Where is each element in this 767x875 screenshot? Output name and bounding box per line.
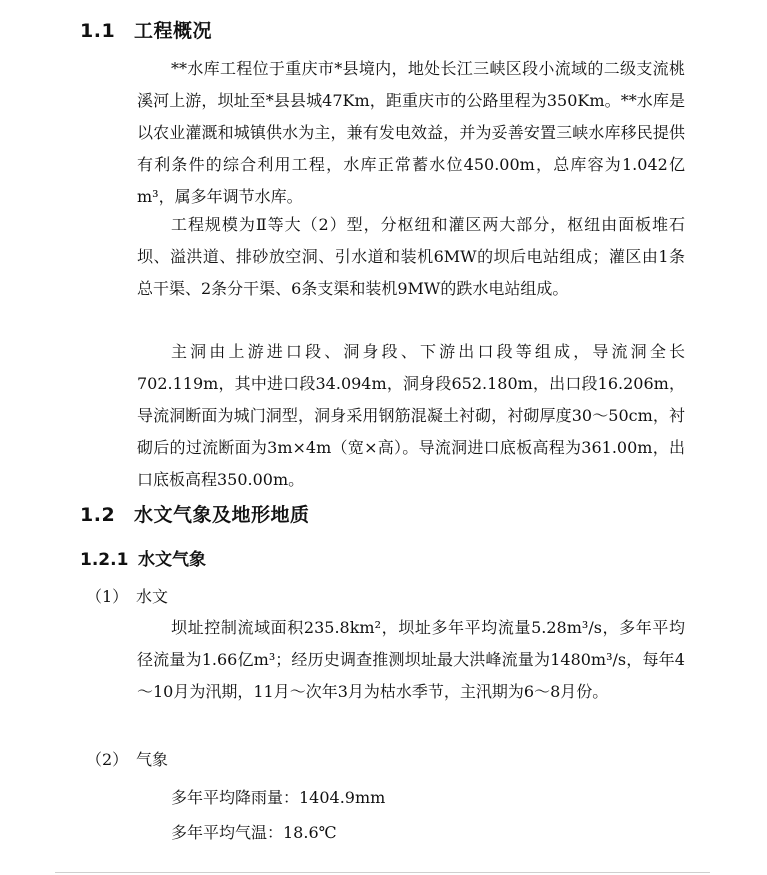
section-heading-1-2 [80, 500, 310, 527]
subsection-title: 水文气象 [138, 550, 206, 570]
paragraph-project-scale: 工程规模为Ⅱ等大（2）型，分枢纽和灌区两大部分，枢纽由面板堆石坝、溢洪道、排砂放空洞、引水道和装机6MW的坝后电站组成；灌区由1条总干渠、2条分干渠、6条支渠和装机9MW的跌水电站组成。 [137, 215, 685, 298]
item-number: （2） [86, 750, 129, 769]
section-number: 1.2 [80, 504, 116, 526]
annual-temperature-line: 多年平均气温：18.6℃ [171, 823, 337, 842]
section-number: 1.1 [80, 20, 116, 42]
item-title: 气象 [136, 750, 169, 769]
subsection-heading-1-2-1 [80, 545, 206, 570]
paragraph-diversion-tunnel: 主洞由上游进口段、洞身段、下游出口段等组成，导流洞全长702.119m，其中进口段34.094m，洞身段652.180m，出口段16.206m，导流洞断面为城门洞型，洞身采用钢筋混凝土衬砌，衬砌厚度30～50cm，衬砌后的过流断面为3m×4m（宽×高）。导流洞进口底板高程为361.00m，出口底板高程350.00m。 [137, 342, 685, 489]
section-heading-1-1 [80, 16, 212, 43]
item-heading-hydrology [86, 584, 168, 607]
annual-rainfall-line: 多年平均降雨量：1404.9mm [171, 788, 386, 807]
section-title: 工程概况 [134, 20, 213, 42]
paragraph-hydrology: 坝址控制流域面积235.8km²，坝址多年平均流量5.28m³/s，多年平均径流量为1.66亿m³；经历史调查推测坝址最大洪峰流量为1480m³/s，每年4～10月为汛期，11月～次年3月为枯水季节，主汛期为6～8月份。 [137, 618, 685, 701]
item-number: （1） [86, 587, 129, 606]
subsection-number: 1.2.1 [80, 550, 129, 570]
item-title: 水文 [136, 587, 169, 606]
paragraph-project-location: **水库工程位于重庆市*县境内，地处长江三峡区段小流域的二级支流桃溪河上游，坝址至*县县城47Km，距重庆市的公路里程为350Km。**水库是以农业灌溉和城镇供水为主，兼有发电效益，并为妥善安置三峡水库移民提供有利条件的综合利用工程，水库正常蓄水位450.00m，总库容为1.042亿m³，属多年调节水库。 [137, 59, 685, 206]
item-heading-meteorology [86, 747, 168, 770]
section-title: 水文气象及地形地质 [134, 504, 310, 526]
page-bottom-rule [55, 872, 710, 873]
